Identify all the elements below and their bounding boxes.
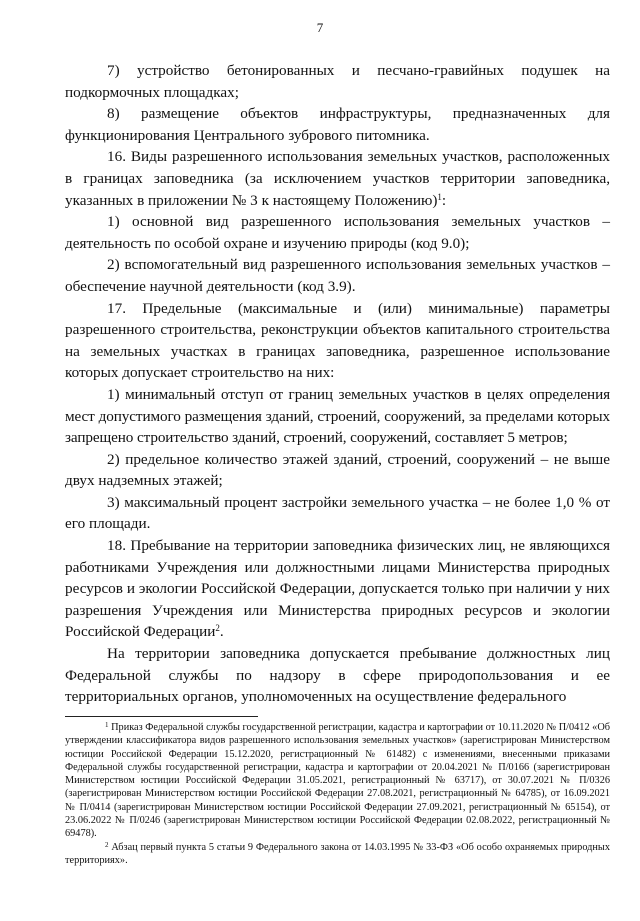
paragraph-16-item-2: 2) вспомогательный вид разрешенного использования земельных участков – обеспечение научной деятельности (код 3.9). [65, 256, 610, 295]
footnote-ref-2: 2 [215, 623, 220, 634]
paragraph-16-colon: : [441, 191, 447, 209]
paragraph-16 [65, 146, 610, 211]
paragraph-item-7: 7) устройство бетонированных и песчано-гравийных подушек на подкормочных площадках; [65, 62, 610, 101]
footnote-2 [65, 841, 610, 868]
footnote-divider [65, 716, 258, 717]
paragraph-17-item-2: 2) предельное количество этажей зданий, строений, сооружений – не выше двух надземных этажей; [65, 450, 610, 490]
footnote-1 [65, 721, 610, 841]
footnote-1-text: Приказ Федеральной службы государственной регистрации, кадастра и картографии от 10.11.2020 № П/0412 «Об утверждении классификатора видов разрешенного использования земельных участков» (зарегистрирован Министерством юстиции Российской Федерации 15.12.2020, регистрационный № 61482) с изменениями, внесенными приказами Федеральной службы государственной регистрации, кадастра и картографии от 20.04.2021 № П/0166 (зарегистрирован Министерством юстиции Российской Федерации 31.05.2021, регистрационный № 63717), от 30.07.2021 № П/0326 (зарегистрирован Министерством юстиции Российской Федерации 27.08.2021, регистрационный № 64785), от 16.09.2021 № П/0414 (зарегистрирован Министерством юстиции Российской Федерации 27.09.2021, регистрационный № 65154), от 23.06.2022 № П/0246 (зарегистрирован Министерством юстиции Российской Федерации 02.08.2022, регистрационный № 69478). [65, 722, 611, 840]
paragraph-18 [65, 535, 610, 643]
paragraph-17-item-1: 1) минимальный отступ от границ земельных участков в целях определения мест допустимого размещения зданий, строений, сооружений, за пределами которых запрещено строительство зданий, строений, сооружений, составляет 5 метров; [65, 385, 610, 447]
footnotes [65, 721, 610, 867]
footnote-2-text: Абзац первый пункта 5 статьи 9 Федерального закона от 14.03.1995 № 33-ФЗ «Об особо охраняемых природных территориях». [65, 841, 611, 866]
paragraph-17: 17. Предельные (максимальные и (или) минимальные) параметры разрешенного строительства, реконструкции объектов капитального строительства на земельных участках в границах заповедника, разрешенное использование которых допускает строительство на них: [65, 299, 610, 382]
paragraph-item-8: 8) размещение объектов инфраструктуры, предназначенных для функционирования Центрального зубрового питомника. [65, 105, 610, 144]
footnote-2-marker: 2 [105, 840, 109, 849]
paragraph-18-text: 18. Пребывание на территории заповедника физических лиц, не являющихся работниками Учреждения или должностными лицами Министерства природных ресурсов и экологии Российской Федерации, допускается только при наличии у них разрешения Учреждения или Министерства природных ресурсов и экологии Российской Федерации [65, 537, 610, 641]
paragraph-16-text: 16. Виды разрешенного использования земельных участков, расположенных в границах заповедника (за исключением участков территории заповедника, указанных в приложении № 3 к настоящему Положению) [65, 148, 610, 209]
paragraph-18-period: . [219, 623, 224, 641]
page-number: 7 [316, 20, 324, 35]
body-text [65, 60, 610, 708]
paragraph-18-continuation: На территории заповедника допускается пребывание должностных лиц Федеральной службы по надзору в сфере природопользования и ее территориальных органов, уполномоченных на осуществление федерального [65, 645, 610, 706]
paragraph-17-item-3: 3) максимальный процент застройки земельного участка – не более 1,0 % от его площади. [65, 493, 610, 533]
paragraph-16-item-1: 1) основной вид разрешенного использования земельных участков – деятельность по особой охране и изучению природы (код 9.0); [65, 213, 610, 252]
footnote-ref-1: 1 [437, 191, 442, 202]
footnote-1-marker: 1 [105, 721, 109, 729]
